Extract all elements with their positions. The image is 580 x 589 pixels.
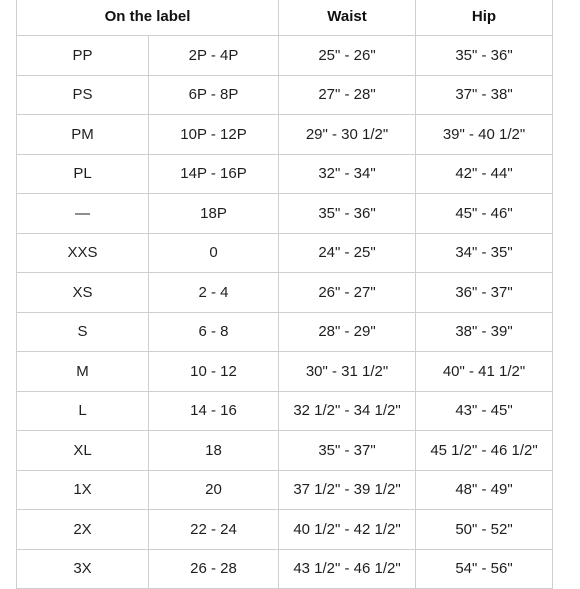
waist-cell: 27" - 28" [279, 75, 416, 115]
table-row [17, 115, 553, 155]
table-row [17, 510, 553, 550]
waist-cell: 43 1/2" - 46 1/2" [279, 549, 416, 589]
label-code-cell: XL [17, 431, 149, 471]
table-row [17, 273, 553, 313]
waist-cell: 35" - 37" [279, 431, 416, 471]
header-hip: Hip [416, 0, 553, 36]
label-size-cell: 2P - 4P [149, 36, 279, 76]
label-code-cell: PP [17, 36, 149, 76]
waist-cell: 28" - 29" [279, 312, 416, 352]
waist-cell: 35" - 36" [279, 194, 416, 234]
hip-cell: 54" - 56" [416, 549, 553, 589]
table-body [17, 36, 553, 589]
hip-cell: 34" - 35" [416, 233, 553, 273]
label-size-cell: 26 - 28 [149, 549, 279, 589]
waist-cell: 40 1/2" - 42 1/2" [279, 510, 416, 550]
hip-cell: 38" - 39" [416, 312, 553, 352]
hip-cell: 40" - 41 1/2" [416, 352, 553, 392]
waist-cell: 32 1/2" - 34 1/2" [279, 391, 416, 431]
label-code-cell: 1X [17, 470, 149, 510]
hip-cell: 39" - 40 1/2" [416, 115, 553, 155]
table-row [17, 154, 553, 194]
waist-cell: 37 1/2" - 39 1/2" [279, 470, 416, 510]
label-size-cell: 6 - 8 [149, 312, 279, 352]
table-row [17, 352, 553, 392]
hip-cell: 43" - 45" [416, 391, 553, 431]
hip-cell: 45" - 46" [416, 194, 553, 234]
label-size-cell: 0 [149, 233, 279, 273]
hip-cell: 48" - 49" [416, 470, 553, 510]
table-row [17, 431, 553, 471]
waist-cell: 25" - 26" [279, 36, 416, 76]
label-code-cell: XXS [17, 233, 149, 273]
hip-cell: 35" - 36" [416, 36, 553, 76]
table-row [17, 36, 553, 76]
waist-cell: 29" - 30 1/2" [279, 115, 416, 155]
label-size-cell: 10P - 12P [149, 115, 279, 155]
size-chart-table [16, 0, 553, 589]
table-row [17, 233, 553, 273]
label-size-cell: 14P - 16P [149, 154, 279, 194]
label-code-cell: M [17, 352, 149, 392]
label-code-cell: L [17, 391, 149, 431]
label-code-cell: S [17, 312, 149, 352]
hip-cell: 37" - 38" [416, 75, 553, 115]
label-size-cell: 14 - 16 [149, 391, 279, 431]
hip-cell: 36" - 37" [416, 273, 553, 313]
header-waist: Waist [279, 0, 416, 36]
hip-cell: 45 1/2" - 46 1/2" [416, 431, 553, 471]
label-size-cell: 22 - 24 [149, 510, 279, 550]
hip-cell: 42" - 44" [416, 154, 553, 194]
table-row [17, 194, 553, 234]
label-code-cell: — [17, 194, 149, 234]
label-code-cell: PS [17, 75, 149, 115]
header-row [17, 0, 553, 36]
table-header [17, 0, 553, 36]
header-on-the-label: On the label [17, 0, 279, 36]
label-size-cell: 18P [149, 194, 279, 234]
waist-cell: 24" - 25" [279, 233, 416, 273]
label-code-cell: 3X [17, 549, 149, 589]
table-row [17, 549, 553, 589]
hip-cell: 50" - 52" [416, 510, 553, 550]
table-row [17, 75, 553, 115]
label-size-cell: 10 - 12 [149, 352, 279, 392]
waist-cell: 26" - 27" [279, 273, 416, 313]
label-code-cell: PM [17, 115, 149, 155]
label-code-cell: 2X [17, 510, 149, 550]
waist-cell: 32" - 34" [279, 154, 416, 194]
label-code-cell: XS [17, 273, 149, 313]
label-size-cell: 18 [149, 431, 279, 471]
table-row [17, 312, 553, 352]
label-size-cell: 20 [149, 470, 279, 510]
label-size-cell: 2 - 4 [149, 273, 279, 313]
waist-cell: 30" - 31 1/2" [279, 352, 416, 392]
label-size-cell: 6P - 8P [149, 75, 279, 115]
label-code-cell: PL [17, 154, 149, 194]
table-row [17, 470, 553, 510]
table-row [17, 391, 553, 431]
